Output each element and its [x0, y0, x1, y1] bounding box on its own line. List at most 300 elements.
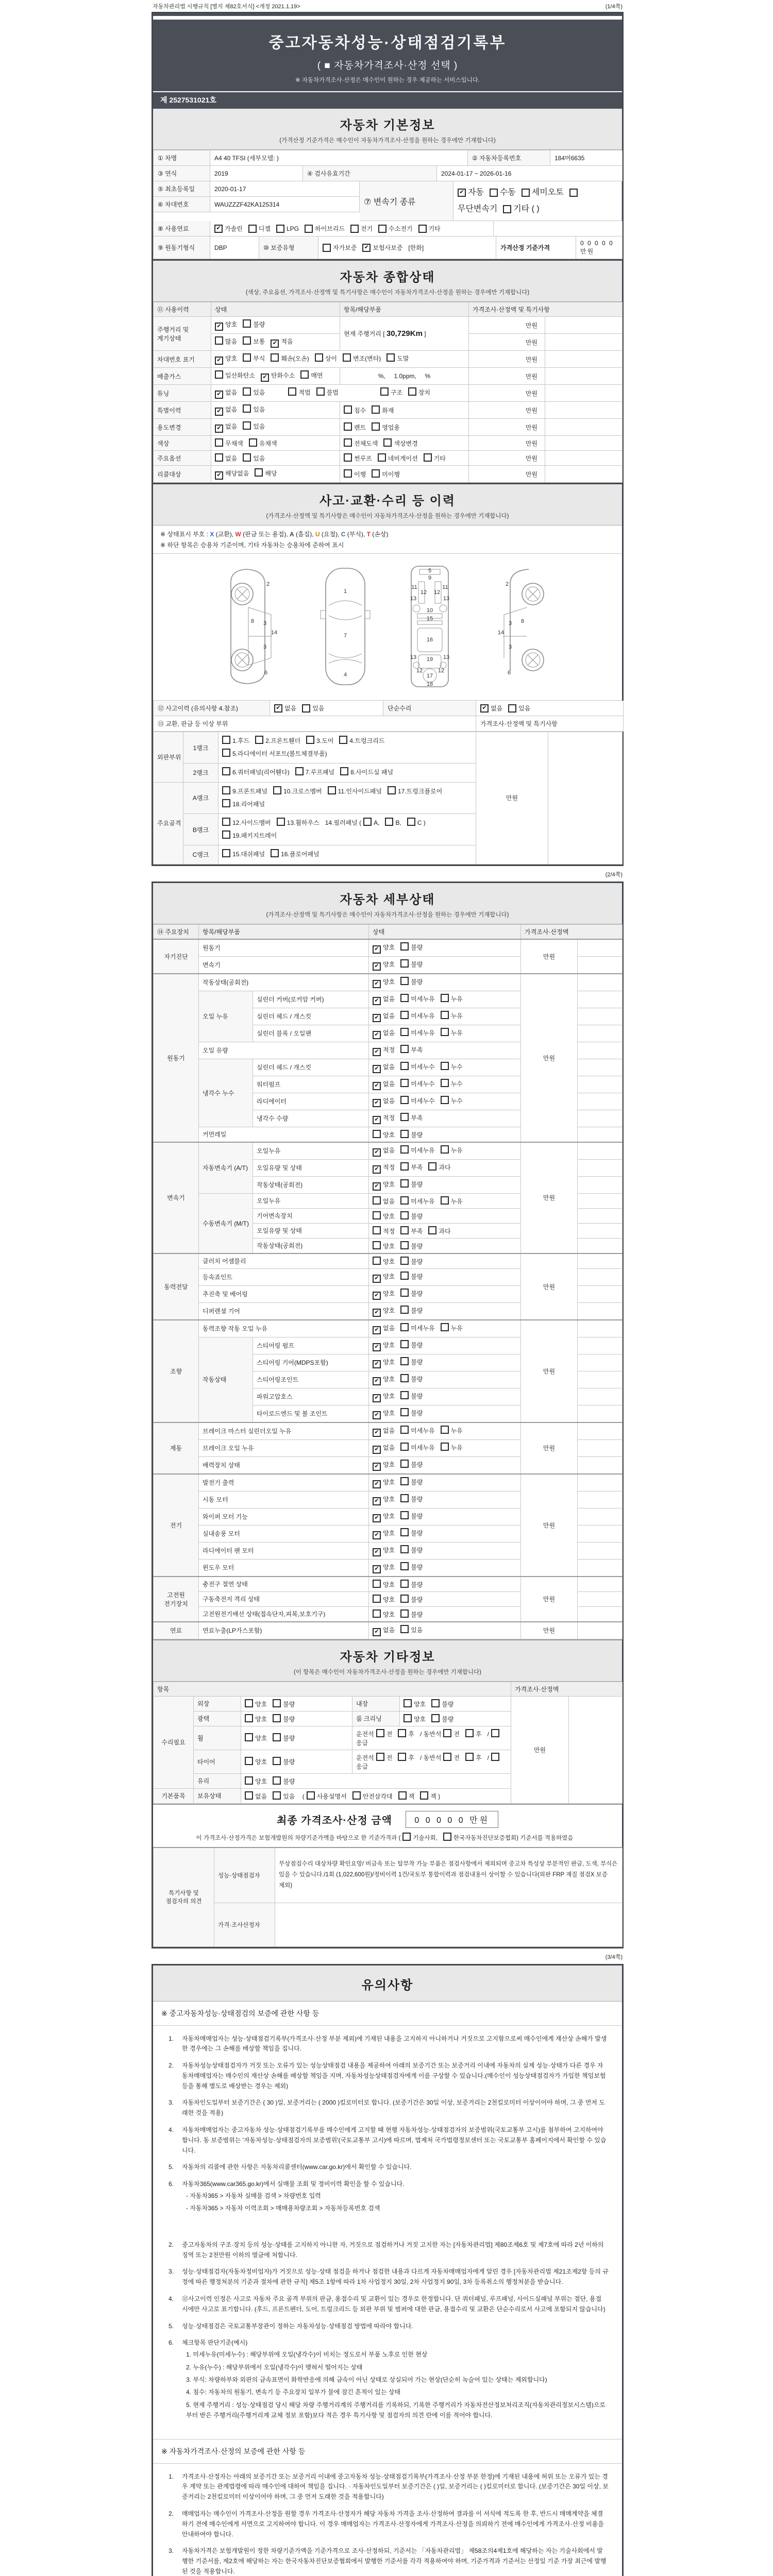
checkbox-label: 기타 [428, 225, 441, 232]
car-diagram-side-right [483, 562, 545, 691]
checkbox[interactable] [400, 1272, 409, 1280]
checkbox-label: 미세누유 [411, 995, 435, 1003]
checkbox[interactable] [400, 1045, 409, 1053]
checkbox[interactable] [273, 1757, 281, 1765]
checkbox[interactable] [316, 387, 325, 396]
checkbox[interactable] [441, 1011, 449, 1019]
checkbox[interactable] [400, 1211, 409, 1219]
checkbox[interactable]: ✔ [215, 471, 223, 480]
checkbox[interactable] [400, 1145, 409, 1154]
report-title: 중고자동차성능·상태점검기록부 [268, 35, 507, 52]
checkbox[interactable] [465, 1753, 474, 1761]
sub-group: 냉각수 누수 [199, 1059, 253, 1127]
checkbox[interactable] [373, 1211, 381, 1219]
note-cell [578, 1525, 623, 1542]
price-cell: 만원 [469, 436, 545, 451]
checkbox[interactable] [400, 1443, 409, 1451]
checkbox[interactable] [380, 387, 389, 396]
checkbox[interactable] [307, 1791, 315, 1800]
car-name-value: A4 40 TFSI (세부모델: ) [210, 150, 468, 166]
checkbox-label: 적법 [298, 389, 311, 396]
checkbox[interactable] [431, 1699, 440, 1707]
checkbox[interactable] [400, 977, 409, 985]
checkbox[interactable] [277, 818, 285, 826]
first-reg-value: 2020-01-17 [210, 181, 360, 197]
checkbox[interactable]: ✔ [373, 1394, 381, 1402]
checkbox[interactable] [350, 225, 359, 233]
price-cell: 만원 [521, 1253, 578, 1320]
checkbox[interactable]: ✔ [373, 1531, 381, 1539]
checkbox[interactable] [400, 1062, 409, 1070]
checkbox[interactable] [245, 1791, 253, 1800]
checkbox[interactable] [373, 1609, 381, 1618]
checkbox-label: 누수 [450, 1063, 463, 1071]
notice-sec3-header: ※ 자동차가격조사·산정의 보증에 관한 사항 등 [153, 2439, 622, 2464]
checkbox[interactable] [302, 704, 310, 713]
rank-group: 주요골격 [154, 782, 183, 864]
checkbox[interactable] [339, 736, 347, 744]
checkbox[interactable] [385, 818, 393, 826]
checkbox[interactable] [288, 387, 296, 396]
checkbox[interactable]: ✔ [373, 1548, 381, 1556]
checkbox[interactable] [255, 468, 263, 477]
checkbox[interactable] [215, 336, 223, 345]
checkbox-label: 변조(변타) [352, 355, 381, 362]
checkbox[interactable] [344, 438, 352, 447]
note-cell [545, 368, 623, 385]
checkbox[interactable] [300, 370, 309, 379]
checkbox[interactable] [373, 1595, 381, 1603]
year-label: ③ 연식 [154, 166, 210, 181]
checkbox[interactable] [273, 1791, 281, 1800]
checkbox[interactable] [400, 1528, 409, 1536]
checkbox[interactable] [398, 1729, 406, 1737]
checkbox-label: 불량 [253, 321, 265, 328]
checkbox[interactable] [465, 1729, 474, 1737]
checkbox-label: 양호 [414, 1715, 426, 1723]
checkbox[interactable] [245, 1714, 253, 1722]
item-label: 타이로드엔드 및 볼 조인트 [253, 1405, 369, 1422]
checkbox[interactable] [344, 469, 352, 478]
checkbox[interactable] [400, 1323, 409, 1331]
checkbox[interactable]: ✔ [373, 1014, 381, 1022]
checkbox[interactable] [400, 1306, 409, 1314]
checkbox[interactable] [441, 994, 449, 1002]
checkbox[interactable] [222, 849, 230, 857]
checkbox[interactable] [400, 1609, 409, 1618]
checkbox[interactable] [408, 387, 416, 396]
checkbox-label: 불량 [411, 1290, 423, 1297]
checkbox[interactable] [222, 831, 230, 839]
row-label: 리콜대상 [154, 466, 211, 483]
table-row [154, 385, 623, 402]
checkbox[interactable] [386, 353, 395, 362]
checkbox[interactable] [400, 994, 409, 1002]
checkbox[interactable] [340, 767, 348, 775]
note-cell [578, 1268, 623, 1285]
checkbox-label: 적정 [383, 1163, 395, 1171]
checkbox-label: 양호 [255, 1715, 267, 1723]
svg-text:11: 11 [411, 584, 417, 590]
row-label: 배출가스 [154, 368, 211, 385]
checkbox[interactable] [378, 225, 386, 233]
checkbox-label: 색상변경 [394, 440, 418, 447]
checkbox[interactable] [441, 1028, 449, 1036]
checkbox[interactable] [491, 1753, 499, 1761]
checkbox[interactable] [222, 749, 230, 757]
checkbox[interactable]: ✔ [480, 704, 489, 713]
checkbox[interactable]: ✔ [362, 244, 371, 252]
checkbox[interactable] [503, 205, 511, 213]
checkbox[interactable] [273, 1699, 281, 1707]
checkbox[interactable]: ✔ [373, 1377, 381, 1385]
checkbox[interactable]: ✔ [373, 1628, 381, 1636]
checkbox[interactable] [443, 1753, 451, 1761]
checkbox[interactable]: ✔ [458, 189, 466, 197]
notice-item: 1. 가격조사·산정자는 아래의 보증기간 또는 보증거리 이내에 중고자동차 성능·상태점검기록부(가격조사·산정 부분 한정)에 기재된 내용에 허위 또는 오류가 있는 경우 계약 또는 관계법령에 따라 매수인에 대하여 책임을 집니다. · 자동차인도일부터 보증기간은 ( )일, 보증거리는 ( )킬로미터로 합니다. (보증기간은 30일 이상, 보증거리는 2천킬로미터 이상이어야 하며, 그 중 먼저 도래한 것을 적용합니다) [169, 2472, 609, 2501]
checkbox[interactable] [273, 1714, 281, 1722]
checkbox[interactable]: ✔ [373, 1411, 381, 1419]
summary-header-row [154, 302, 623, 317]
checkbox-label: 1.후드 [232, 737, 250, 744]
price-cell: 만원 [521, 1422, 578, 1474]
checkbox[interactable] [323, 244, 331, 252]
checkbox[interactable]: ✔ [215, 391, 223, 399]
basic-row-6 [153, 236, 622, 259]
checkbox[interactable] [508, 704, 516, 713]
checkbox[interactable] [400, 1562, 409, 1570]
checkbox-label: 누유 [450, 1146, 463, 1154]
checkbox[interactable] [273, 1776, 281, 1785]
checkbox[interactable] [400, 1545, 409, 1553]
checkbox[interactable] [400, 1408, 409, 1416]
checkbox[interactable] [245, 1776, 253, 1785]
accident-history-row [153, 701, 622, 716]
checkbox[interactable] [243, 387, 251, 396]
checkbox[interactable]: ✔ [373, 1360, 381, 1368]
item-label: 라디에이터 팬 모터 [199, 1542, 369, 1559]
checkbox[interactable] [400, 1460, 409, 1468]
checkbox[interactable] [373, 1241, 381, 1249]
checkbox[interactable] [243, 404, 251, 413]
checkbox[interactable] [363, 818, 372, 826]
checkbox[interactable]: ✔ [373, 1343, 381, 1351]
checkbox-label: 6.쿼터패널(리어휀다) [232, 769, 290, 776]
checkbox-label: 양호 [383, 1611, 395, 1618]
checkbox[interactable]: ✔ [373, 1463, 381, 1471]
checkbox[interactable]: ✔ [373, 1148, 381, 1157]
checkbox[interactable] [441, 1062, 449, 1070]
checkbox[interactable]: ✔ [373, 1275, 381, 1283]
checkbox[interactable] [222, 786, 230, 794]
checkbox[interactable] [222, 736, 230, 744]
checkbox[interactable] [373, 1196, 381, 1205]
checkbox[interactable]: ✔ [373, 1446, 381, 1454]
checkbox-label: 침수 [354, 407, 366, 414]
item-label: 브레이크 마스터 실린더오일 누유 [199, 1422, 369, 1440]
reg-no-value: 184머6635 [550, 150, 623, 166]
checkbox[interactable] [398, 1791, 407, 1800]
checkbox[interactable]: ✔ [373, 1497, 381, 1505]
checkbox[interactable]: ✔ [373, 1031, 381, 1039]
checkbox[interactable]: ✔ [373, 1116, 381, 1124]
checkbox[interactable] [491, 1729, 499, 1737]
checkbox[interactable] [373, 1130, 381, 1138]
checkbox[interactable] [243, 353, 251, 362]
checkbox-label: 미세누수 [411, 1080, 435, 1088]
checkbox[interactable] [400, 1079, 409, 1087]
checkbox[interactable] [373, 1257, 381, 1265]
checkbox[interactable]: ✔ [373, 945, 381, 954]
checkbox[interactable] [388, 786, 396, 794]
checkbox-label: 없음 [383, 1146, 395, 1154]
note-cell [578, 1110, 623, 1127]
checkbox[interactable] [400, 1391, 409, 1399]
item-label: 클러치 어셈블리 [199, 1253, 369, 1269]
checkbox[interactable]: ✔ [373, 1099, 381, 1107]
checkbox[interactable] [420, 1791, 428, 1800]
checkbox[interactable] [400, 1096, 409, 1104]
checkbox[interactable] [400, 1241, 409, 1249]
checkbox[interactable] [400, 1226, 409, 1234]
checkbox[interactable] [431, 1714, 440, 1722]
checkbox-label: 기타 [433, 455, 446, 462]
item-label: 보유상태 [194, 1788, 241, 1803]
checkbox[interactable] [305, 225, 313, 233]
checkbox[interactable] [400, 1511, 409, 1519]
checkbox[interactable] [441, 1323, 449, 1331]
checkbox[interactable] [400, 1028, 409, 1036]
checkbox[interactable] [315, 353, 323, 362]
checkbox[interactable] [441, 1426, 449, 1434]
final-price-band [153, 1804, 622, 1847]
checkbox-label: 세미오토 [531, 188, 564, 197]
checkbox[interactable] [441, 1196, 449, 1205]
checkbox[interactable] [400, 1162, 409, 1171]
checkbox[interactable] [328, 786, 336, 794]
checkbox[interactable] [400, 1374, 409, 1382]
checkbox[interactable] [373, 1226, 381, 1234]
note-cell [578, 1253, 623, 1269]
checkbox[interactable] [400, 1289, 409, 1297]
checkbox[interactable]: ✔ [271, 340, 279, 348]
checkbox[interactable] [344, 422, 352, 431]
checkbox[interactable] [402, 1833, 411, 1841]
checkbox-label: 없음 [383, 1012, 395, 1020]
checkbox[interactable] [400, 959, 409, 968]
engine-label: ⑨ 원동기형식 [154, 236, 210, 259]
checkbox[interactable]: ✔ [214, 225, 223, 233]
device-group: 동력전달 [154, 1253, 199, 1320]
checkbox[interactable] [372, 469, 380, 478]
checkbox[interactable] [428, 1162, 436, 1171]
appraiser-opinion [275, 1903, 623, 1946]
checkbox[interactable]: ✔ [373, 1182, 381, 1191]
checkbox[interactable] [243, 336, 251, 345]
checkbox[interactable] [424, 453, 432, 462]
checkbox-label: 양호 [383, 1307, 395, 1314]
col-item: 항목/해당부품 [340, 302, 469, 317]
checkbox-label: 가솔린 [225, 225, 243, 232]
checkbox[interactable]: ✔ [215, 425, 223, 433]
checkbox[interactable]: ✔ [373, 997, 381, 1005]
table-row [154, 732, 623, 764]
checkbox[interactable]: ✔ [373, 962, 381, 971]
item-label: 작동상태(공회전) [253, 1176, 369, 1193]
checkbox[interactable] [276, 225, 284, 233]
checkbox[interactable]: ✔ [373, 1309, 381, 1317]
checkbox[interactable]: ✔ [373, 1082, 381, 1090]
checkbox[interactable]: ✔ [373, 980, 381, 988]
checkbox[interactable]: ✔ [373, 1480, 381, 1488]
checkbox-label: 없음 [225, 406, 238, 413]
form-note: 자동차관리법 시행규칙 [별지 제82호서식] <개정 2021.1.19> [153, 4, 300, 10]
checkbox[interactable] [222, 818, 230, 826]
checkbox[interactable] [400, 1580, 409, 1588]
note-cell [578, 1093, 623, 1110]
checkbox[interactable] [400, 1340, 409, 1348]
checkbox[interactable] [245, 1699, 253, 1707]
checkbox[interactable] [373, 1580, 381, 1588]
checkbox[interactable] [443, 1833, 451, 1841]
notice-subitem: 3. 부식: 차량하부와 외판의 금속표면이 화학반응에 의해 금속이 아닌 상태로 상실되어 가는 현상(단순히 녹슬어 있는 상태는 제외합니다) [186, 2376, 547, 2383]
checkbox[interactable] [407, 818, 415, 826]
table-row [154, 317, 623, 334]
checkbox[interactable] [245, 1757, 253, 1765]
checkbox[interactable] [400, 1357, 409, 1365]
checkbox[interactable] [400, 1130, 409, 1138]
note-cell [578, 1159, 623, 1176]
checkbox[interactable]: ✔ [373, 1429, 381, 1437]
checkbox[interactable] [249, 438, 257, 447]
device-group: 자기진단 [154, 939, 199, 974]
svg-text:3: 3 [508, 644, 512, 650]
checkbox[interactable] [404, 1714, 412, 1722]
checkbox[interactable] [378, 453, 386, 462]
checkbox-label: 미세누유 [411, 1197, 435, 1205]
checkbox[interactable] [344, 453, 352, 462]
table-row [154, 1577, 623, 1592]
note-cell [578, 1491, 623, 1508]
checkbox[interactable] [522, 189, 530, 197]
checkbox[interactable] [222, 799, 230, 807]
option-text: [한화] [408, 244, 424, 251]
checkbox[interactable] [428, 1226, 436, 1234]
note-cell [578, 1354, 623, 1371]
checkbox[interactable] [400, 1426, 409, 1434]
checkbox[interactable] [400, 1595, 409, 1603]
checkbox[interactable] [248, 225, 257, 233]
item-label: 룸 크리닝 [352, 1711, 400, 1726]
checkbox[interactable] [376, 1753, 384, 1761]
checkbox[interactable] [352, 1791, 361, 1800]
price-cell: 만원 [521, 1577, 578, 1622]
checkbox[interactable]: ✔ [373, 1514, 381, 1522]
checkbox[interactable] [400, 1625, 409, 1633]
checkbox[interactable] [372, 405, 380, 414]
checkbox[interactable] [418, 225, 427, 233]
checkbox[interactable] [400, 1179, 409, 1188]
checkbox[interactable] [400, 1494, 409, 1502]
checkbox[interactable] [271, 849, 279, 857]
checkbox[interactable]: ✔ [274, 704, 282, 713]
checkbox[interactable] [243, 453, 251, 462]
checkbox[interactable] [569, 189, 578, 197]
checkbox[interactable]: ✔ [373, 1065, 381, 1073]
checkbox[interactable] [400, 1113, 409, 1121]
checkbox[interactable]: ✔ [215, 408, 223, 416]
checkbox-label: 누유 [450, 1012, 463, 1020]
checkbox[interactable] [400, 1011, 409, 1019]
checkbox[interactable] [306, 736, 314, 744]
checkbox-label: 부족 [411, 1227, 423, 1235]
price-cell: 만원 [469, 351, 545, 368]
basic-info-box [152, 12, 624, 261]
checkbox[interactable] [490, 189, 498, 197]
checkbox[interactable]: ✔ [261, 374, 269, 382]
checkbox[interactable] [273, 1733, 281, 1741]
checkbox[interactable]: ✔ [373, 1165, 381, 1174]
checkbox[interactable]: ✔ [215, 357, 223, 365]
vin-value: WAUZZZF42KA125314 [210, 197, 360, 212]
checkbox[interactable]: ✔ [373, 1048, 381, 1056]
checkbox[interactable] [295, 767, 304, 775]
checkbox[interactable]: ✔ [373, 1326, 381, 1334]
checkbox[interactable] [441, 1096, 449, 1104]
checkbox[interactable] [215, 453, 223, 462]
title-header [153, 13, 622, 109]
checkbox[interactable] [243, 319, 251, 328]
checkbox[interactable] [400, 1257, 409, 1265]
checkbox[interactable] [400, 1196, 409, 1205]
note-cell [545, 466, 623, 483]
checkbox[interactable] [404, 1699, 412, 1707]
checkbox[interactable] [372, 422, 380, 431]
checkbox[interactable] [271, 353, 279, 362]
item-label: 실린더 헤드 / 개스킷 [253, 1008, 369, 1025]
checkbox[interactable] [441, 1145, 449, 1154]
checkbox[interactable] [243, 421, 251, 430]
checkbox[interactable] [398, 1753, 406, 1761]
checkbox[interactable] [273, 786, 281, 794]
notice-subitem: - 자동차365 > 자동차 실매물 검색 > 차량번호 입력 [186, 2192, 321, 2200]
checkbox[interactable]: ✔ [373, 1292, 381, 1300]
engine-value: DBP [210, 236, 259, 259]
checkbox[interactable] [215, 438, 223, 447]
checkbox[interactable]: ✔ [215, 323, 223, 331]
checkbox[interactable] [215, 370, 223, 379]
option-text: / 동반석 [419, 1754, 442, 1761]
checkbox[interactable]: ✔ [373, 1565, 381, 1573]
checkbox-label: 도말 [397, 355, 409, 362]
checkbox-label: 하이브리드 [314, 225, 345, 232]
checkbox[interactable] [400, 942, 409, 951]
checkbox[interactable] [376, 1729, 384, 1737]
checkbox[interactable] [344, 405, 352, 414]
checkbox[interactable] [222, 767, 230, 775]
checkbox[interactable] [443, 1729, 451, 1737]
checkbox[interactable] [255, 736, 263, 744]
checkbox-label: 전 [453, 1730, 460, 1738]
checkbox[interactable] [441, 1079, 449, 1087]
checkbox[interactable] [343, 353, 351, 362]
checkbox-label: 후 [408, 1730, 414, 1738]
checkbox[interactable] [245, 1733, 253, 1741]
checkbox[interactable] [400, 1477, 409, 1485]
checkbox[interactable] [441, 1443, 449, 1451]
checkbox[interactable] [383, 438, 392, 447]
svg-text:3: 3 [263, 620, 267, 626]
